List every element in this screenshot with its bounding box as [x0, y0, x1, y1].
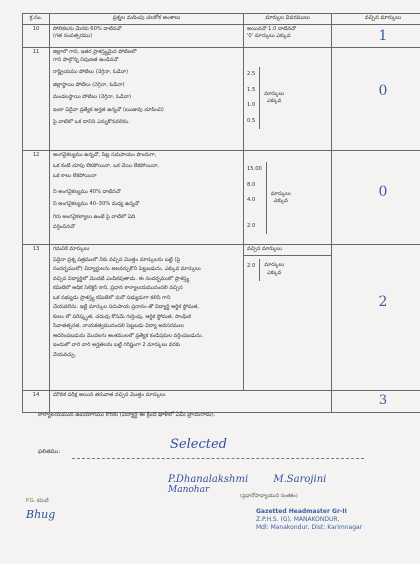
value-list: [247, 67, 260, 129]
value-list: [247, 162, 267, 234]
item-line: ఒక సభ్యుడు ప్రాశస్త్య కమిటీలో మరో సభ్యుడుగా కలిసి గాని: [53, 294, 171, 301]
row-item: [50, 391, 332, 413]
item-line: పోలికలను మేరకు 60% దాటినచో: [53, 25, 122, 32]
row-number: 14: [23, 391, 50, 413]
handwritten-mark: 0: [332, 48, 420, 151]
item-line: వర్తించినచో: [53, 224, 75, 231]
item-line: గమనికే మార్కులు: [53, 246, 90, 253]
item-line: జిల్లాస్థాయి పోటీలు (నెగ్గినా, ఓడినా): [53, 81, 125, 88]
table-row: [23, 151, 420, 245]
handwritten-mark: 2: [332, 245, 420, 391]
detail-line: అయినచో 1.0 దాటినచో: [247, 25, 297, 32]
header-detail: మార్కుల వివరములు: [244, 14, 332, 25]
item-line: ఇంకా ఏదైనా ప్రత్యేక అర్హత ఉన్నచో (ఋజువు చూపించి): [53, 106, 164, 113]
item-line: వేయవచ్చు.: [53, 351, 77, 358]
detail-line: '0' మార్కులు ఎక్కువ: [247, 33, 291, 40]
row-item: [50, 151, 244, 245]
table-row: [23, 48, 420, 151]
row-number: 11: [23, 48, 50, 151]
item-line: కులం లో పరిష్కృత, చదువు కోసమే గుర్తింపు, ఆర్థిక స్థోమత, సాంఘిక: [53, 313, 191, 320]
value-item: 0.5: [247, 117, 256, 124]
eligibility-table: [22, 13, 420, 413]
value-item: 2.0: [247, 222, 256, 229]
item-line: కమిటీలో అధిక సెలెక్టర్ కాని, ప్రధాన కార్యాలయమునందలి వచ్చిన: [53, 285, 183, 292]
item-line: మౌలిక పరీక్ష ఆయిన తరువాత వచ్చిన మొత్తం మార్కులు: [53, 392, 166, 399]
item-line: నీ అంగవైకల్యము 40% దాటినచో: [53, 188, 121, 195]
item-line: ఒక కంటి చూపు లేకపోయినా, ఒక చేయి లేకపోయినా,: [53, 162, 160, 169]
item-line: సందర్భములో) విద్యార్థులను అలవర్చుకొని పెట్టబడును. ఎక్కువ మార్కులు: [53, 266, 201, 273]
item-line: వచ్చిన విద్యార్థిలో మొదటి ఎంపికవుతాడు. ఈ సందర్భములో ప్రాశస్త్య: [53, 275, 190, 282]
value-label: మార్కులు ఎక్కువ: [264, 90, 285, 105]
row-number: 13: [23, 245, 50, 391]
item-line: రాష్ట్రీయము పోటీలు (నెగ్గినా, ఓడినా): [53, 69, 129, 76]
table-row: [23, 245, 420, 391]
header-serial: క్ర.సం.: [23, 14, 50, 25]
row-item: [50, 245, 244, 391]
value-item: 4.0: [247, 197, 256, 204]
table-row: [23, 24, 420, 47]
row-detail: [244, 24, 332, 47]
office-use-note: కార్యాలయమున ఉపయోగము కొరకు (విద్యార్థి ఈ క్రింది ఖాళీలో ఏమీ వ్రాయరాదు).: [38, 412, 216, 418]
header-item: ప్రశ్నల మదింపు చలకోక అంశాలు: [50, 14, 244, 25]
row-item: [50, 24, 244, 47]
signature-name: M.Sarojini: [273, 474, 327, 485]
value-item: 1.5: [247, 86, 256, 93]
value-item: 1.0: [247, 102, 256, 109]
row-number: 12: [23, 151, 50, 245]
row-item: [50, 48, 244, 151]
value-label: మార్కులు ఎక్కువ: [270, 190, 291, 205]
result-value: Selected: [170, 437, 227, 452]
item-line: ఇందులో వారి వారి అర్హతలను బట్టి గరిష్టంగా 2 మార్కులు వరకు: [53, 342, 181, 349]
result-label: ఫలితము:: [38, 449, 61, 455]
row-detail: [244, 48, 332, 151]
row-detail: [244, 151, 332, 245]
handwritten-mark: 0: [332, 151, 420, 245]
table-header-row: [23, 14, 420, 25]
table-row: [23, 391, 420, 413]
value-item: 8.0: [247, 181, 256, 188]
stamp-caption: (ప్రధానోపాధ్యాయుని సంతకం): [240, 493, 298, 499]
value-item: 2.0: [247, 262, 256, 269]
item-line: గాని పాల్గొన్న నిపుణత ఉండినచో: [53, 56, 119, 63]
row-number: 10: [23, 24, 50, 47]
item-line: జిల్లాలో గాని, ఇతర ప్రాశస్త్యమైన పోటీలలో: [53, 49, 137, 56]
signature-name: Manohar: [168, 485, 210, 495]
item-line: ఆదరింపబడును మొదలగు అంశములలో ప్రత్యేక కండిషనుల వర్తింపబడును.: [53, 332, 204, 339]
row-detail: [244, 245, 332, 391]
item-line: పై వాటిలో ఒక దానిని ఎన్నుకొనవలెను.: [53, 119, 130, 126]
signature-name: P.Dhanalakshmi: [168, 474, 249, 485]
handwritten-mark: 1: [332, 24, 420, 47]
committee-signature: P.G. కమిటీ Bhug: [26, 498, 56, 521]
item-line: ఏదైనా ప్రశ్న పత్రములో నీకు వచ్చిన మొత్తం మార్కులను బట్టి (పై: [53, 256, 181, 263]
item-line: సేవాతత్పరత, నాయకత్వమునందలి పెట్టబడు విద్యా అవసరముల: [53, 323, 184, 330]
value-item: 15.00: [247, 166, 262, 173]
item-line: ఒక కాలు లేకపోయినా: [53, 173, 97, 180]
item-line: మండలస్థాయి పోటీలు (నెగ్గినా, ఓడినా): [53, 94, 132, 101]
handwritten-mark: 3: [332, 391, 420, 413]
item-line: అంగవైకల్యము ఉన్నచో, సీట్ల సదుపాయం పొందుగా,: [53, 152, 157, 159]
signatures-block: [168, 474, 326, 500]
item-line: గిరు అంగవైకల్యాలు ఉంటే పై వాటిలో ఏది: [53, 213, 136, 220]
value-label: మార్కులు ఎక్కువ: [264, 262, 285, 276]
value-item: 2.5: [247, 71, 256, 78]
item-line: చేయవలెను. ఇట్టి మార్కుల సదుపాయ ప్రదానం తో విద్యార్థి ఆర్థిక స్థోమత,: [53, 304, 200, 311]
detail-subheader: వచ్చిన మార్కులు: [244, 245, 331, 256]
header-marks: వచ్చిన మార్కులు: [332, 14, 420, 25]
value-list: [247, 259, 260, 281]
result-line: [72, 458, 364, 459]
item-line: నీ అంగవైకల్యము 40–30% మధ్య ఉన్నచో: [53, 201, 140, 208]
headmaster-stamp: Gazetted Headmaster Gr-II Z.P.H.S. (G), MANAKONDUR, Mdl: Manakondur, Dist: Karimnagar: [256, 508, 363, 531]
item-line: (గత సంవత్సరము): [53, 33, 93, 40]
